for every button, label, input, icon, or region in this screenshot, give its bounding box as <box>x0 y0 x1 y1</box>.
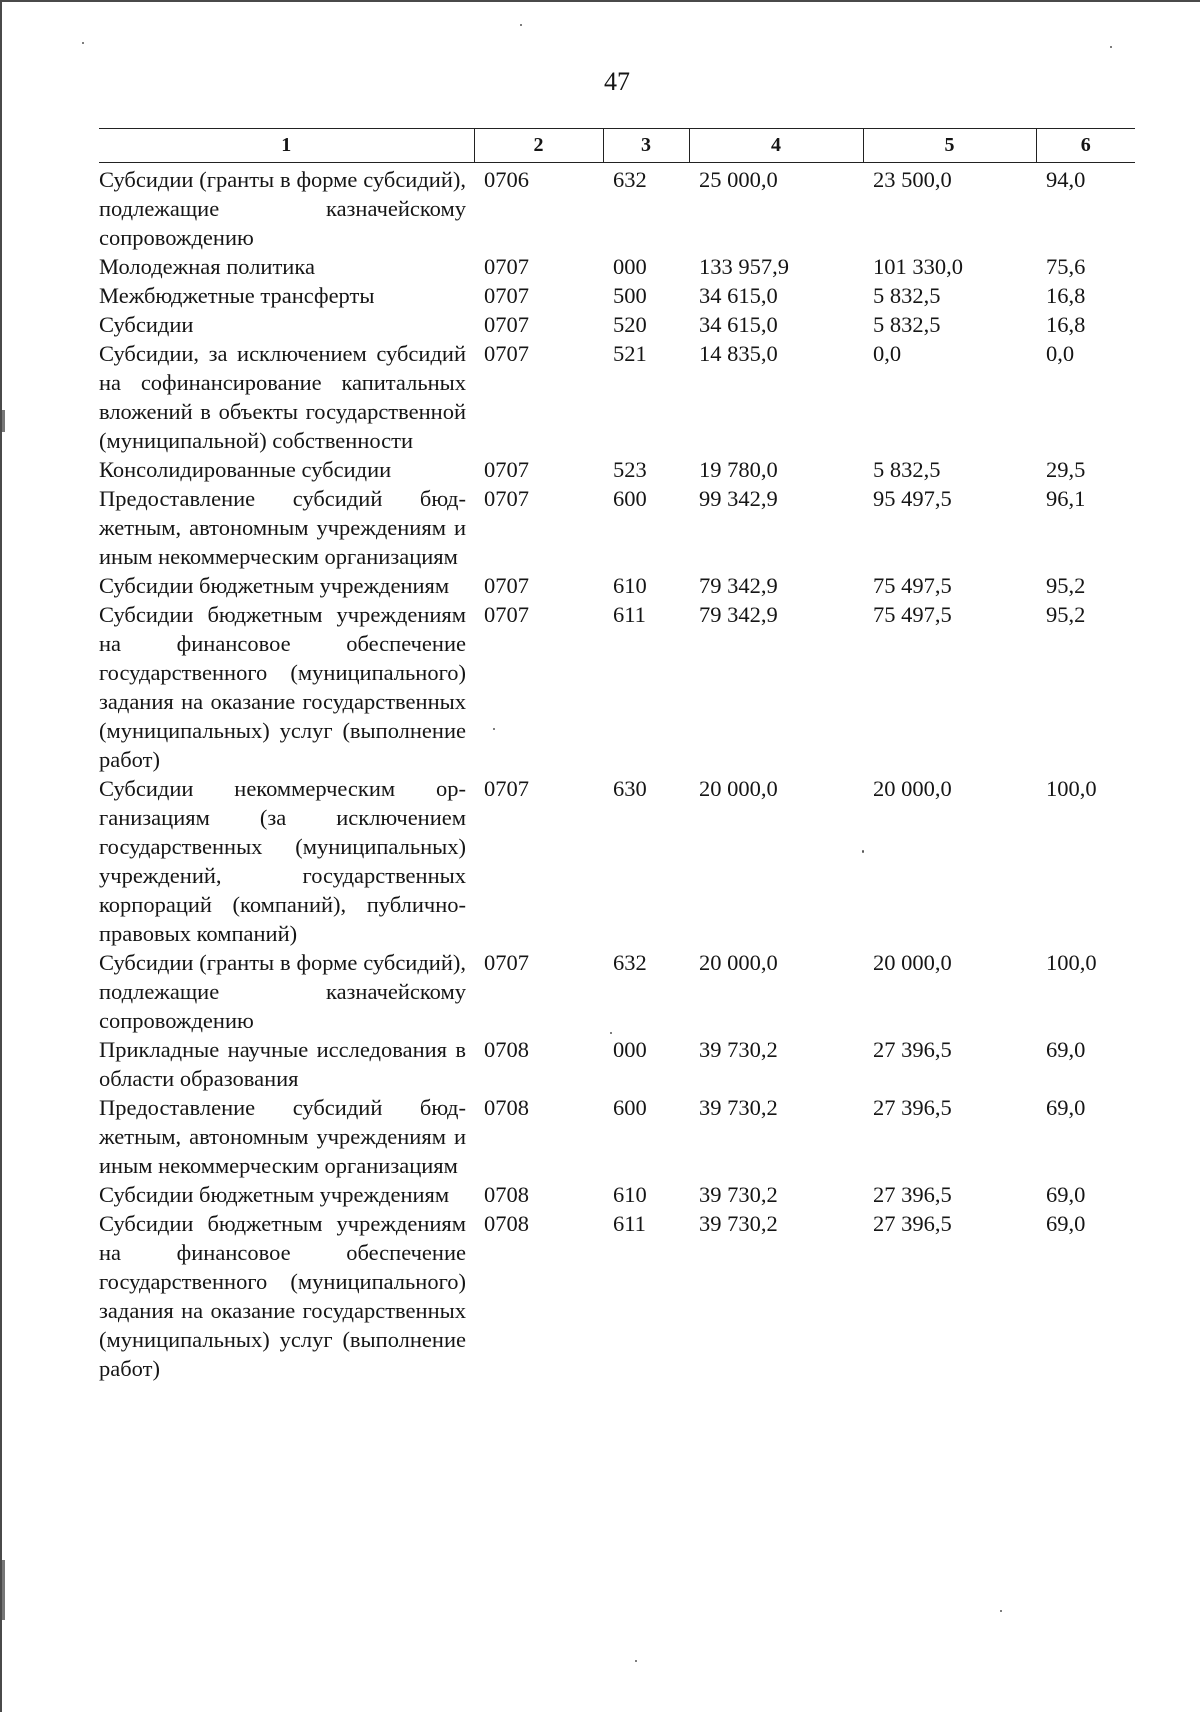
scan-speck <box>862 850 864 853</box>
row-executed: 20 000,0 <box>873 776 952 801</box>
row-executed: 5 832,5 <box>873 457 941 482</box>
budget-table <box>99 128 1135 1383</box>
header-col-5: 5 <box>863 129 1036 163</box>
header-col-6: 6 <box>1036 129 1135 163</box>
row-name: Предоставление субсидий бюджетным, автономным учреждениям и иным некоммерческим организациям <box>99 1095 466 1178</box>
row-percent: 95,2 <box>1046 602 1086 627</box>
table-header <box>99 129 1135 163</box>
row-executed: 5 832,5 <box>873 312 941 337</box>
row-kind: 611 <box>613 1211 646 1236</box>
row-name: Межбюджетные трансферты <box>99 283 375 308</box>
row-name: Консолидированные субсидии <box>99 457 392 482</box>
scan-edge-left <box>0 0 2 1712</box>
row-planned: 39 730,2 <box>699 1095 778 1120</box>
scan-speck <box>1000 1610 1002 1612</box>
row-name: Субсидии (гранты в форме субсидий), подлежащие казначейскому сопровождению <box>99 167 466 250</box>
row-kind: 500 <box>613 283 647 308</box>
row-executed: 101 330,0 <box>873 254 963 279</box>
row-section: 0707 <box>484 602 529 627</box>
row-kind: 630 <box>613 776 647 801</box>
row-kind: 610 <box>613 573 647 598</box>
row-planned: 34 615,0 <box>699 312 778 337</box>
table-row <box>99 163 1135 253</box>
table-row <box>99 600 1135 774</box>
row-section: 0707 <box>484 341 529 366</box>
row-executed: 5 832,5 <box>873 283 941 308</box>
row-percent: 100,0 <box>1046 776 1097 801</box>
table-row <box>99 281 1135 310</box>
row-planned: 34 615,0 <box>699 283 778 308</box>
row-name: Предоставление субсидий бюджетным, автономным учреждениям и иным некоммерческим организациям <box>99 486 466 569</box>
row-executed: 27 396,5 <box>873 1182 952 1207</box>
row-kind: 000 <box>613 1037 647 1062</box>
row-name: Прикладные научные исследования в области образования <box>99 1037 466 1091</box>
row-planned: 20 000,0 <box>699 950 778 975</box>
row-kind: 523 <box>613 457 647 482</box>
row-name: Субсидии бюджетным учреждениям на финансовое обеспечение государственного (муниципального) задания на оказание государственных (муниципальных) услуг (выполнение работ) <box>99 1211 466 1381</box>
row-executed: 75 497,5 <box>873 573 952 598</box>
row-executed: 20 000,0 <box>873 950 952 975</box>
scan-speck <box>493 728 495 730</box>
scan-speck <box>520 24 522 26</box>
row-section: 0707 <box>484 312 529 337</box>
row-executed: 23 500,0 <box>873 167 952 192</box>
row-kind: 600 <box>613 1095 647 1120</box>
row-percent: 96,1 <box>1046 486 1086 511</box>
row-kind: 632 <box>613 950 647 975</box>
row-name: Субсидии, за исключением субсидий на софинансирование капитальных вложений в объекты государственной (муниципальной) собственности <box>99 341 466 453</box>
row-planned: 99 342,9 <box>699 486 778 511</box>
table-row <box>99 252 1135 281</box>
row-planned: 19 780,0 <box>699 457 778 482</box>
row-section: 0707 <box>484 486 529 511</box>
scan-edge-top <box>0 0 1200 2</box>
scan-mark <box>2 1560 5 1620</box>
table-row <box>99 455 1135 484</box>
row-name: Молодежная политика <box>99 254 315 279</box>
table-body <box>99 163 1135 1384</box>
row-planned: 20 000,0 <box>699 776 778 801</box>
table-row <box>99 1180 1135 1209</box>
row-section: 0706 <box>484 167 529 192</box>
row-name: Субсидии бюджетным учреждениям <box>99 573 450 598</box>
row-executed: 27 396,5 <box>873 1095 952 1120</box>
row-section: 0707 <box>484 950 529 975</box>
row-planned: 25 000,0 <box>699 167 778 192</box>
row-name: Субсидии <box>99 312 194 337</box>
table-row <box>99 1035 1135 1093</box>
row-section: 0707 <box>484 283 529 308</box>
row-name: Субсидии бюджетным учреждениям <box>99 1182 450 1207</box>
row-kind: 632 <box>613 167 647 192</box>
row-executed: 0,0 <box>873 341 902 366</box>
row-percent: 16,8 <box>1046 312 1086 337</box>
row-percent: 69,0 <box>1046 1211 1086 1236</box>
row-percent: 16,8 <box>1046 283 1086 308</box>
table-row <box>99 774 1135 948</box>
row-percent: 0,0 <box>1046 341 1075 366</box>
scan-speck <box>1110 46 1112 48</box>
row-planned: 79 342,9 <box>699 602 778 627</box>
scan-speck <box>610 1032 612 1034</box>
row-percent: 100,0 <box>1046 950 1097 975</box>
table-row <box>99 948 1135 1035</box>
row-percent: 69,0 <box>1046 1182 1086 1207</box>
header-row <box>99 129 1135 163</box>
row-section: 0708 <box>484 1095 529 1120</box>
row-kind: 000 <box>613 254 647 279</box>
row-percent: 69,0 <box>1046 1037 1086 1062</box>
header-col-4: 4 <box>689 129 863 163</box>
table-row <box>99 571 1135 600</box>
scan-mark <box>2 410 5 432</box>
row-percent: 95,2 <box>1046 573 1086 598</box>
table-row <box>99 1093 1135 1180</box>
row-name: Субсидии (гранты в форме субсидий), подлежащие казначейскому сопровождению <box>99 950 466 1033</box>
row-kind: 521 <box>613 341 647 366</box>
row-planned: 39 730,2 <box>699 1211 778 1236</box>
row-planned: 39 730,2 <box>699 1037 778 1062</box>
scan-speck <box>82 42 84 44</box>
row-name: Субсидии некоммерческим организациям (за исключением государственных (муниципальных) учреждений, государственных корпораций (компаний), публично-правовых компаний) <box>99 776 466 946</box>
scan-speck <box>635 1660 637 1662</box>
row-kind: 611 <box>613 602 646 627</box>
row-planned: 14 835,0 <box>699 341 778 366</box>
row-executed: 27 396,5 <box>873 1211 952 1236</box>
row-section: 0707 <box>484 254 529 279</box>
row-percent: 69,0 <box>1046 1095 1086 1120</box>
row-section: 0708 <box>484 1182 529 1207</box>
header-col-1: 1 <box>99 129 474 163</box>
row-kind: 610 <box>613 1182 647 1207</box>
table-row <box>99 310 1135 339</box>
row-executed: 75 497,5 <box>873 602 952 627</box>
row-name: Субсидии бюджетным учреждениям на финансовое обеспечение государственного (муниципального) задания на оказание государственных (муниципальных) услуг (выполнение работ) <box>99 602 466 772</box>
row-executed: 95 497,5 <box>873 486 952 511</box>
page-number: 47 <box>604 67 630 96</box>
row-executed: 27 396,5 <box>873 1037 952 1062</box>
row-percent: 94,0 <box>1046 167 1086 192</box>
table-row <box>99 484 1135 571</box>
row-kind: 600 <box>613 486 647 511</box>
table-row <box>99 1209 1135 1383</box>
row-percent: 29,5 <box>1046 457 1086 482</box>
table-row <box>99 339 1135 455</box>
row-section: 0707 <box>484 457 529 482</box>
row-planned: 39 730,2 <box>699 1182 778 1207</box>
row-kind: 520 <box>613 312 647 337</box>
row-planned: 79 342,9 <box>699 573 778 598</box>
row-section: 0707 <box>484 573 529 598</box>
row-section: 0708 <box>484 1037 529 1062</box>
row-section: 0707 <box>484 776 529 801</box>
row-section: 0708 <box>484 1211 529 1236</box>
row-planned: 133 957,9 <box>699 254 789 279</box>
row-percent: 75,6 <box>1046 254 1086 279</box>
header-col-3: 3 <box>603 129 689 163</box>
header-col-2: 2 <box>474 129 603 163</box>
